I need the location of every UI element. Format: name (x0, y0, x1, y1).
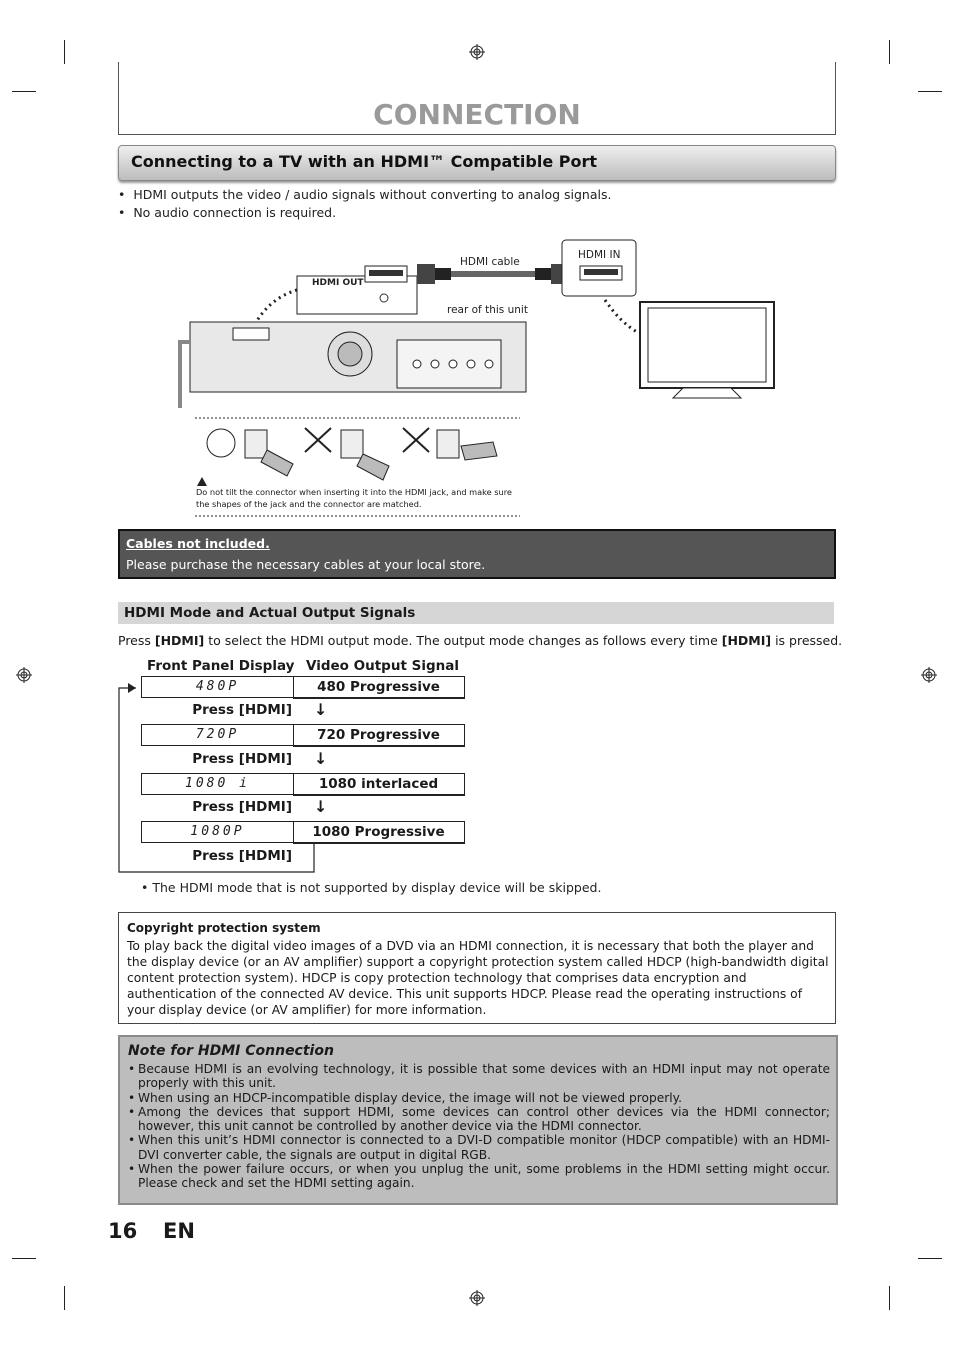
crop-mark (64, 1286, 65, 1310)
down-arrow-icon: ↓ (314, 797, 328, 816)
hdmi-plug-icon (461, 442, 497, 460)
jack-icon (467, 360, 475, 368)
hdmi-plug-icon (535, 268, 551, 280)
down-arrow-icon: ↓ (314, 749, 328, 768)
note-title: Note for HDMI Connection (128, 1043, 334, 1059)
tv-screen (648, 308, 766, 382)
list-item: • When this unit’s HDMI connector is connected to a DVI-D compatible monitor (HDCP compatible) with an HDMI-DVI converter cable, the signals are output in digital RGB. (128, 1133, 830, 1162)
caution-icon (197, 477, 207, 486)
crop-mark (889, 40, 890, 64)
signal-cell: 480 Progressive (293, 676, 465, 699)
hdmi-jack-icon (245, 430, 267, 458)
bullet-text: HDMI outputs the video / audio signals without converting to analog signals. (133, 187, 612, 202)
section-title: Connecting to a TV with an HDMI™ Compatible Port (131, 152, 597, 171)
intro-text: is pressed. (771, 633, 843, 648)
display-cell (141, 773, 294, 795)
tv-stand (673, 388, 741, 398)
intro-text: to select the HDMI output mode. The output mode changes as follows every time (204, 633, 722, 648)
column-header-display: Front Panel Display (147, 658, 295, 674)
mode-intro (118, 633, 842, 648)
page-number: 16 (108, 1219, 138, 1243)
column-header-signal: Video Output Signal (306, 658, 459, 674)
list-item: • When the power failure occurs, or when you unplug the unit, some problems in the HDMI setting might occur. Please check and set the HDMI setting again. (128, 1162, 830, 1191)
hdmi-port-pins-icon (369, 270, 403, 276)
bullet-item: • No audio connection is required. (118, 205, 337, 220)
crop-mark (64, 40, 65, 64)
list-item: • Because HDMI is an evolving technology, it is possible that some devices with an HDMI input may not operate properly with this unit. (128, 1062, 830, 1091)
unit-hdmi-port-icon (233, 328, 269, 340)
display-cell (141, 676, 294, 698)
hdmi-port-pins-icon (584, 269, 618, 275)
signal-cell: 720 Progressive (293, 724, 465, 747)
down-arrow-icon: ↓ (314, 700, 328, 719)
registration-mark-icon (921, 667, 937, 683)
hdmi-key-label: [HDMI] (154, 633, 205, 648)
hdmi-plug-icon (357, 454, 389, 480)
page-language: EN (163, 1219, 195, 1243)
registration-mark-icon (469, 1290, 485, 1306)
crop-mark (889, 1286, 890, 1310)
note-box (118, 1035, 838, 1205)
skip-note: • The HDMI mode that is not supported by display device will be skipped. (141, 880, 602, 895)
hdmi-plug-icon (435, 268, 451, 280)
display-readout: 480P (195, 679, 240, 694)
registration-mark-icon (16, 667, 32, 683)
display-cell (141, 821, 294, 843)
crop-mark (12, 91, 36, 92)
jack-icon (413, 360, 421, 368)
subsection-header (118, 602, 834, 624)
page-title: CONNECTION (373, 98, 581, 131)
hdmi-key-label: [HDMI] (721, 633, 772, 648)
hdmi-jack-icon (341, 430, 363, 458)
signal-cell: 1080 interlaced (293, 773, 465, 796)
press-hdmi-label: Press [HDMI] (192, 751, 292, 767)
crop-mark (918, 1258, 942, 1259)
jack-icon (431, 360, 439, 368)
hdmi-in-label: HDMI IN (578, 249, 621, 261)
subsection-title: HDMI Mode and Actual Output Signals (124, 605, 416, 621)
copyright-box (118, 912, 836, 1024)
display-readout: 1080P (190, 824, 245, 839)
crop-mark (918, 91, 942, 92)
loop-arrow-icon (128, 683, 136, 693)
registration-mark-icon (469, 44, 485, 60)
jack-icon (449, 360, 457, 368)
crop-mark (12, 1258, 36, 1259)
list-item: • When using an HDCP-incompatible display device, the image will not be viewed properly. (128, 1091, 830, 1105)
hdmi-plug-icon (261, 450, 293, 476)
cables-text: Please purchase the necessary cables at your local store. (126, 557, 486, 572)
hdmi-plug-icon (417, 264, 435, 284)
signal-cell: 1080 Progressive (293, 821, 465, 844)
list-item: • Among the devices that support HDMI, some devices can control other devices via the HDMI connector; however, this unit cannot be controlled by another device via the HDMI connector. (128, 1105, 830, 1134)
copyright-text: To play back the digital video images of a DVD via an HDMI connection, it is necessary that both the player and the display device (or an AV amplifier) support a copyright protection system called HDCP (high-bandwidth digital content protection system). HDCP is copy protection technology that comprises data encryption and authentication of the connected AV device. This unit supports HDCP. Please read the operating instructions of your display device (or AV amplifier) for more information. (127, 939, 829, 1017)
dotted-pointer (255, 290, 297, 324)
bullet-item: • HDMI outputs the video / audio signals without converting to analog signals. (118, 187, 612, 202)
intro-text: Press (118, 633, 155, 648)
correct-circle-icon (207, 429, 235, 457)
section-header (118, 145, 836, 181)
rear-label: rear of this unit (447, 304, 528, 316)
press-hdmi-label: Press [HDMI] (192, 799, 292, 815)
hdmi-out-label: HDMI OUT (312, 278, 364, 288)
cables-title: Cables not included. (126, 536, 270, 551)
caution-text: Do not tilt the connector when inserting it into the HDMI jack, and make sure the shapes of the jack and the connector are matched. (196, 487, 512, 509)
note-list (128, 1062, 830, 1191)
power-cord (180, 342, 190, 408)
jack-icon (485, 360, 493, 368)
press-hdmi-label: Press [HDMI] (192, 848, 292, 864)
cables-notice (118, 529, 836, 579)
fan-icon (338, 342, 362, 366)
bullet-text: No audio connection is required. (133, 205, 337, 220)
connection-diagram (175, 232, 785, 522)
press-hdmi-label: Press [HDMI] (192, 702, 292, 718)
display-cell (141, 724, 294, 746)
dotted-pointer (605, 300, 637, 332)
copyright-title: Copyright protection system (127, 921, 321, 935)
display-readout: 720P (195, 727, 240, 742)
hdmi-jack-icon (437, 430, 459, 458)
hdmi-cable-label: HDMI cable (460, 256, 520, 268)
display-readout: 1080 i (185, 776, 250, 791)
